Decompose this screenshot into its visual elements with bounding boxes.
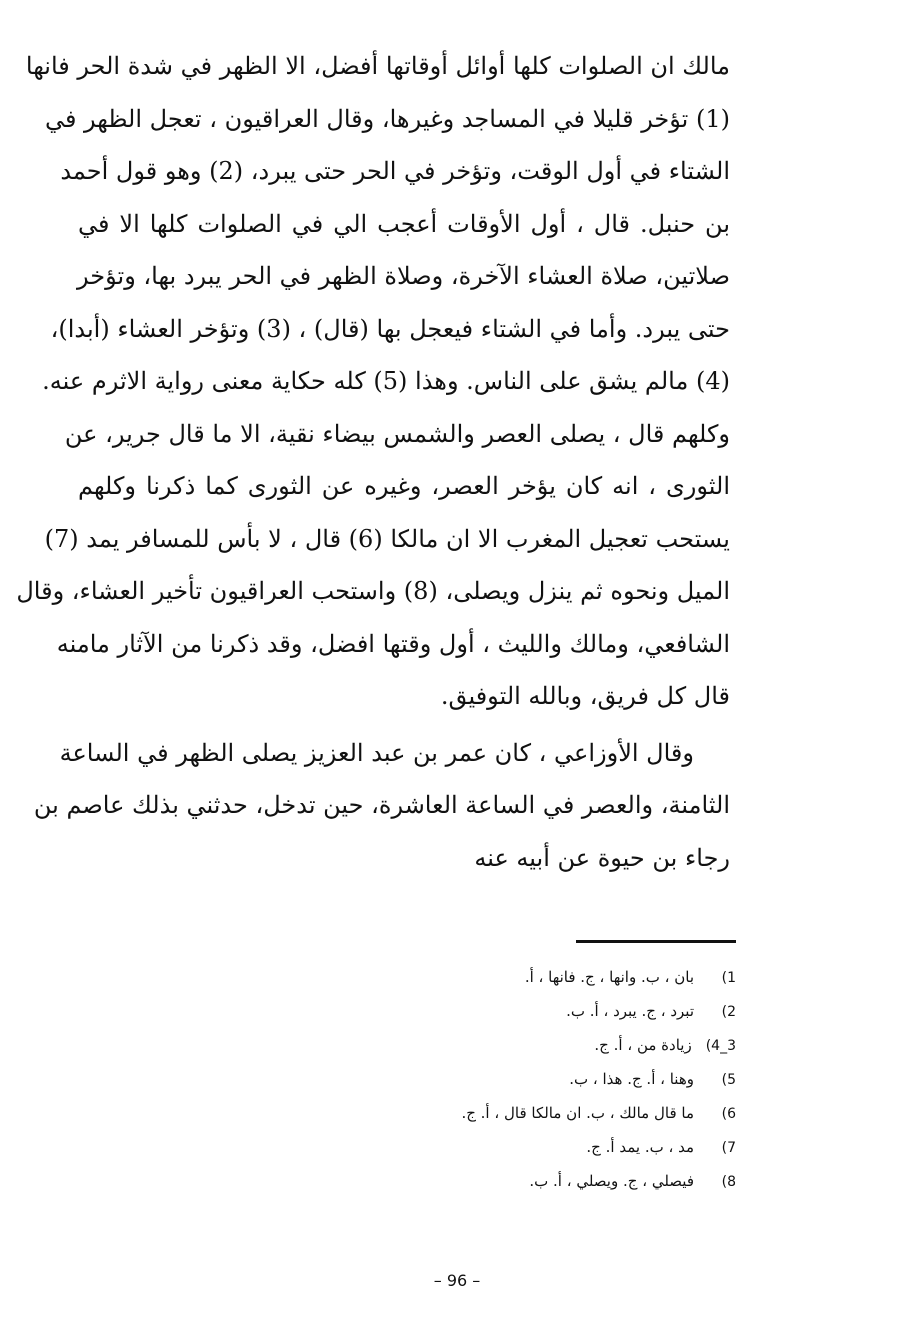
footnote-number: 6) <box>721 1106 736 1122</box>
footnote-text: بان ، ب. وانها ، ج. فانها ، أ. <box>524 968 694 986</box>
footnote <box>376 1036 736 1070</box>
footnote <box>376 1002 736 1036</box>
footnote-text: ما قال مالك ، ب. ان مالكا قال ، أ. ج. <box>461 1104 694 1122</box>
footnote-number: 3_4) <box>705 1038 736 1054</box>
footnote-number: 1) <box>721 970 736 986</box>
paragraph-2 <box>33 727 730 885</box>
main-text <box>16 40 730 884</box>
footnote <box>376 1070 736 1104</box>
footnote <box>376 1172 736 1206</box>
text-line: وكلهم قال ، يصلى العصر والشمس بيضاء نقية، الا ما قال جرير، عن <box>64 419 730 448</box>
text-line: الشتاء في أول الوقت، وتؤخر في الحر حتى يبرد، (2) وهو قول أحمد <box>60 157 730 185</box>
footnote <box>376 1104 736 1138</box>
footnote <box>376 968 736 1002</box>
text-line: الثامنة، والعصر في الساعة العاشرة، حين تدخل، حدثني بذلك عاصم بن <box>33 791 730 819</box>
paragraph-1 <box>16 40 730 723</box>
text-line: بن حنبل. قال ، أول الأوقات أعجب الي في الصلوات كلها الا في <box>78 209 730 238</box>
footnote-text: وهنا ، أ. ج. هذا ، ب. <box>569 1070 694 1088</box>
text-line: الميل ونحوه ثم ينزل ويصلى، (8) واستحب العراقيون تأخير العشاء، وقال <box>16 577 730 605</box>
footnotes <box>376 968 736 1206</box>
page-number: – 96 – <box>433 1271 481 1290</box>
footnote-number: 7) <box>721 1140 736 1156</box>
text-line: رجاء بن حيوة عن أبيه عنه <box>474 843 730 872</box>
footnote-text: زيادة من ، أ. ج. <box>594 1036 692 1054</box>
text-line: يستحب تعجيل المغرب الا ان مالكا (6) قال ، لا بأس للمسافر يمد (7) <box>44 524 730 553</box>
text-line: (4) مالم يشق على الناس. وهذا (5) كله حكاية معنى رواية الاثرم عنه. <box>42 367 730 395</box>
footnote-number: 2) <box>721 1004 736 1020</box>
text-line: وقال الأوزاعي ، كان عمر بن عبد العزيز يصلى الظهر في الساعة <box>59 738 694 767</box>
text-line: (1) تؤخر قليلا في المساجد وغيرها، وقال العراقيون ، تعجل الظهر في <box>44 104 730 133</box>
text-line: حتى يبرد. وأما في الشتاء فيعجل بها (قال) ، (3) وتؤخر العشاء (أبدا)، <box>50 314 730 343</box>
text-line: قال كل فريق، وبالله التوفيق. <box>440 682 730 710</box>
text-line: مالك ان الصلوات كلها أوائل أوقاتها أفضل، الا الظهر في شدة الحر فانها <box>25 52 730 80</box>
footnote-text: فيصلي ، ج. ويصلي ، أ. ب. <box>529 1172 694 1190</box>
footnote-number: 8) <box>721 1174 736 1190</box>
text-line: صلاتين، صلاة العشاء الآخرة، وصلاة الظهر في الحر يبرد بها، وتؤخر <box>77 262 730 290</box>
footnote-text: مد ، ب. يمد أ. ج. <box>586 1138 694 1156</box>
footnote <box>376 1138 736 1172</box>
footnote-text: تبرد ، ج. يبرد ، أ. ب. <box>566 1002 694 1020</box>
footnote-separator <box>576 940 736 943</box>
footnote-number: 5) <box>721 1072 736 1088</box>
text-line: الثورى ، انه كان يؤخر العصر، وغيره عن الثورى كما ذكرنا وكلهم <box>78 472 730 500</box>
text-line: الشافعي، ومالك والليث ، أول وقتها افضل، وقد ذكرنا من الآثار مامنه <box>56 629 730 658</box>
